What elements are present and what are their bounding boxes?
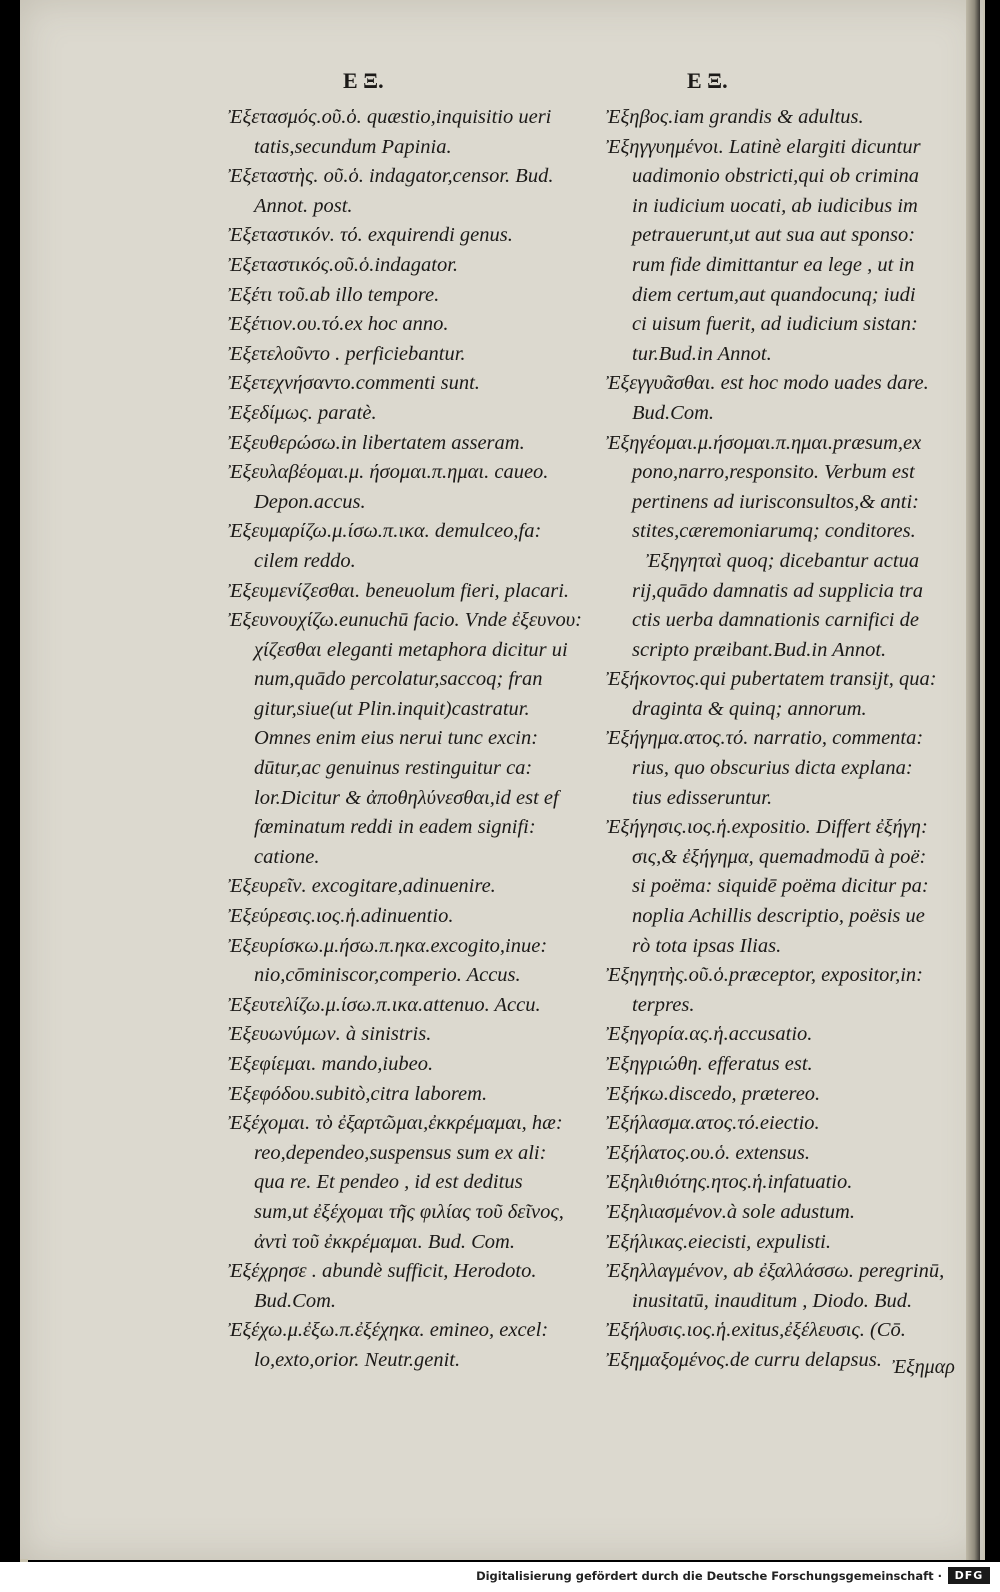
- entry-headword-line: Ἐξευμενίζεσθαι. beneuolum fieri, placari.: [228, 579, 570, 602]
- entry-headword-line: Ἐξέτιον.ου.τό.ex hoc anno.: [228, 313, 449, 336]
- dfg-logo: DFG: [948, 1567, 990, 1584]
- entry-headword-line: Ἐξηγητὴς.οῦ.ὁ.præceptor, expositor,in:: [606, 964, 923, 987]
- entry-headword-line: Ἐξέχω.μ.ἐξω.π.ἐξέχηκα. emineo, excel:: [228, 1319, 549, 1342]
- dictionary-entry: [228, 991, 582, 1021]
- entry-headword-line: Ἐξήλασμα.ατος.τό.eiectio.: [606, 1112, 820, 1135]
- dictionary-entry: [606, 1316, 944, 1346]
- entry-headword-line: Ἐξευτελίζω.μ.ίσω.π.ικα.attenuo. Accu.: [228, 993, 541, 1016]
- dictionary-entry: [228, 932, 582, 991]
- dictionary-entry: [228, 1020, 582, 1050]
- entry-continuation-line: rò tota ipsas Ilias.: [632, 934, 782, 957]
- dictionary-entry: [228, 517, 582, 576]
- entry-headword-line: Ἐξευρίσκω.μ.ήσω.π.ηκα.excogito,inue:: [228, 934, 548, 957]
- dictionary-entry: [228, 429, 582, 459]
- entry-continuation-line: diem certum,aut quandocunq; iudi: [632, 283, 916, 306]
- entry-continuation-line: terpres.: [632, 993, 695, 1016]
- entry-continuation-line: nio,cōminiscor,comperio. Accus.: [254, 964, 521, 987]
- entry-headword-line: Ἐξευλαβέομαι.μ. ήσομαι.π.ημαι. caueo.: [228, 461, 549, 484]
- dictionary-entry: [228, 221, 582, 251]
- dictionary-entry: [228, 1257, 582, 1316]
- entry-continuation-line: rum fide dimittantur ea lege , ut in: [632, 253, 915, 276]
- dictionary-entry: [606, 1080, 944, 1110]
- left-column-header: E Ξ.: [343, 68, 384, 93]
- page-edge-shadow: [966, 0, 980, 1560]
- dictionary-entry: [228, 281, 582, 311]
- entry-headword-line: Ἐξευνουχίζω.eunuchū facio. Vnde ἐξευνου:: [228, 609, 582, 632]
- footer-credit: Digitalisierung gefördert durch die Deutsche Forschungsgemeinschaft ·: [476, 1569, 942, 1583]
- entry-headword-line: Ἐξεύρεσις.ιος.ἡ.adinuentio.: [228, 905, 454, 928]
- entry-continuation-line: cilem reddo.: [254, 549, 356, 572]
- dictionary-entry: [228, 902, 582, 932]
- dictionary-entry: [228, 872, 582, 902]
- dictionary-entry: [228, 1080, 582, 1110]
- entry-headword-line: Ἐξήκοντος.qui pubertatem transijt, qua:: [606, 668, 937, 691]
- left-column: [228, 103, 582, 1376]
- dictionary-entry: [606, 724, 944, 813]
- dictionary-entry: [228, 103, 582, 162]
- entry-continuation-line: catione.: [254, 845, 320, 868]
- entry-headword-line: Ἐξήκω.discedo, prætereo.: [606, 1082, 821, 1105]
- dictionary-entry: [228, 606, 582, 872]
- entry-headword-line: Ἐξευωνύμων. à sinistris.: [228, 1023, 432, 1046]
- entry-continuation-line: lor.Dicitur & ἀποθηλύνεσθαι,id est ef: [254, 786, 559, 809]
- right-column: [606, 103, 944, 1376]
- entry-continuation-line: scripto præibant.Bud.in Annot.: [632, 638, 887, 661]
- dictionary-entry: [228, 577, 582, 607]
- dictionary-entry: [228, 1050, 582, 1080]
- entry-headword-line: Ἐξεταστὴς. οῦ.ὁ. indagator,censor. Bud.: [228, 165, 554, 188]
- footer-bar: [0, 1562, 1000, 1592]
- dictionary-entry: [606, 429, 944, 547]
- entry-headword-line: Ἐξεφόδου.subitò,citra laborem.: [228, 1082, 488, 1105]
- entry-continuation-line: fœminatum reddi in eadem signifi:: [254, 816, 536, 839]
- entry-headword-line: Ἐξηλιθιότης.ητος.ἡ.infatuatio.: [606, 1171, 853, 1194]
- right-column-header: E Ξ.: [687, 68, 728, 93]
- entry-headword-line: Ἐξευθερώσω.in libertatem asseram.: [228, 431, 525, 454]
- catchword: Ἐξημαρ: [892, 1356, 955, 1378]
- entry-headword-line: Ἐξετασμός.οῦ.ὁ. quæstio,inquisitio ueri: [228, 106, 552, 128]
- dictionary-entry: [606, 1168, 944, 1198]
- entry-continuation-line: inusitatū, inauditum , Diodo. Bud.: [632, 1289, 913, 1312]
- entry-headword-line: Ἐξέτι τοῦ.ab illo tempore.: [228, 283, 440, 306]
- dictionary-entry: [606, 1228, 944, 1258]
- entry-continuation-line: tatis,secundum Papinia.: [254, 135, 452, 158]
- dictionary-entry: [228, 369, 582, 399]
- dictionary-entry: [606, 813, 944, 961]
- entry-continuation-line: rius, quo obscurius dicta explana:: [632, 757, 913, 780]
- entry-continuation-line: pertinens ad iurisconsultos,& anti:: [632, 490, 919, 513]
- entry-headword-line: Ἐξηγγυημένοι. Latinè elargiti dicuntur: [606, 135, 921, 158]
- dictionary-entry: [606, 1198, 944, 1228]
- entry-continuation-line: dūtur,ac genuinus restinguitur ca:: [254, 757, 533, 780]
- entry-headword-line: Ἐξεταστικόν. τό. exquirendi genus.: [228, 224, 513, 247]
- entry-continuation-line: draginta & quinq; annorum.: [632, 697, 867, 720]
- entry-continuation-line: num,quādo percolatur,saccoq; fran: [254, 668, 543, 691]
- dictionary-entry: [606, 1050, 944, 1080]
- dictionary-entry: [606, 133, 944, 370]
- dictionary-entry: [228, 251, 582, 281]
- entry-continuation-line: Omnes enim eius nerui tunc excin:: [254, 727, 539, 750]
- entry-continuation-line: pono,narro,responsito. Verbum est: [632, 461, 915, 484]
- entry-continuation-line: Depon.accus.: [254, 490, 366, 513]
- entry-headword-line: Ἐξηβος.iam grandis & adultus.: [606, 106, 864, 128]
- entry-headword-line: Ἐξηγορία.ας.ἡ.accusatio.: [606, 1023, 813, 1046]
- entry-headword-line: Ἐξηλλαγμένον, ab ἐξαλλάσσω. peregrinū,: [606, 1260, 945, 1283]
- entry-headword-line: Ἐξέχρησε . abundè sufficit, Herodoto.: [228, 1260, 537, 1283]
- entry-continuation-line: Annot. post.: [254, 194, 353, 217]
- entry-continuation-line: gitur,siue(ut Plin.inquit)castratur.: [254, 697, 530, 720]
- entry-continuation-line: χίζεσθαι eleganti metaphora dicitur ui: [254, 638, 568, 661]
- dictionary-entry: [228, 162, 582, 221]
- entry-headword-line: Ἐξετεχνήσαντο.commenti sunt.: [228, 372, 480, 395]
- entry-headword-line: Ἐξήλατος.ου.ὁ. extensus.: [606, 1141, 810, 1164]
- entry-headword-line: Ἐξήλικας.eiecisti, expulisti.: [606, 1230, 831, 1253]
- entry-headword-line: Ἐξηγηταὶ quoq; dicebantur actua: [646, 549, 920, 572]
- dictionary-entry: [606, 665, 944, 724]
- entry-headword-line: Ἐξηλιασμένον.à sole adustum.: [606, 1200, 855, 1223]
- dictionary-entry: [606, 1139, 944, 1169]
- entry-continuation-line: si poëma: siquidē poëma dicitur pa:: [632, 875, 929, 898]
- entry-continuation-line: ci uisum fuerit, ad iudicium sistan:: [632, 313, 918, 336]
- dictionary-entry: [228, 310, 582, 340]
- entry-continuation-line: in iudicium uocati, ab iudicibus im: [632, 194, 918, 217]
- entry-headword-line: Ἐξεταστικός.οῦ.ὁ.indagator.: [228, 253, 459, 276]
- entry-continuation-line: lo,exto,orior. Neutr.genit.: [254, 1348, 461, 1371]
- dictionary-entry: [228, 458, 582, 517]
- dictionary-entry: [606, 103, 944, 133]
- entry-headword-line: Ἐξηγριώθη. efferatus est.: [606, 1053, 813, 1075]
- entry-continuation-line: sum,ut ἐξέχομαι τῆς φιλίας τοῦ δεῖνος,: [254, 1200, 564, 1223]
- entry-continuation-line: rij,quādo damnatis ad supplicia tra: [632, 579, 924, 602]
- entry-headword-line: Ἐξήλυσις.ιος.ἡ.exitus,ἐξέλευσις. (Cō.: [606, 1319, 906, 1342]
- entry-headword-line: Ἐξευμαρίζω.μ.ίσω.π.ικα. demulceo,fa:: [228, 520, 542, 543]
- entry-headword-line: Ἐξέχομαι. τὸ ἐξαρτῶμαι,ἐκκρέμαμαι, hæ:: [228, 1112, 563, 1135]
- dictionary-entry: [228, 340, 582, 370]
- entry-headword-line: Ἐξεδίμως. paratè.: [228, 401, 377, 424]
- entry-continuation-line: Bud.Com.: [254, 1289, 336, 1312]
- entry-continuation-line: petrauerunt,ut aut sua aut sponso:: [632, 224, 916, 247]
- entry-continuation-line: tur.Bud.in Annot.: [632, 342, 772, 365]
- entry-continuation-line: noplia Achillis descriptio, poësis ue: [632, 905, 925, 928]
- entry-continuation-line: σις,& ἐξήγημα, quemadmodū à poë:: [632, 845, 927, 868]
- entry-continuation-line: Bud.Com.: [632, 401, 714, 424]
- entry-headword-line: Ἐξεφίεμαι. mando,iubeo.: [228, 1053, 434, 1075]
- entry-headword-line: Ἐξημαξομένος.de curru delapsus.: [606, 1348, 882, 1371]
- entry-continuation-line: ἀντὶ τοῦ ἐκκρέμαμαι. Bud. Com.: [254, 1230, 515, 1253]
- dictionary-entry: [228, 399, 582, 429]
- entry-continuation-line: tius edisseruntur.: [632, 786, 773, 809]
- dictionary-entry: [606, 961, 944, 1020]
- entry-continuation-line: uadimonio obstricti,qui ob crimina: [632, 165, 919, 188]
- book-page: [20, 0, 985, 1560]
- entry-continuation-line: qua re. Et pendeo , id est deditus: [254, 1171, 523, 1194]
- entry-headword-line: Ἐξήγησις.ιος.ἡ.expositio. Differt ἐξήγη:: [606, 816, 928, 839]
- entry-continuation-line: stites,cæremoniarumq; conditores.: [632, 520, 916, 543]
- entry-headword-line: Ἐξετελοῦντο . perficiebantur.: [228, 342, 466, 365]
- entry-headword-line: Ἐξήγημα.ατος.τό. narratio, commenta:: [606, 727, 924, 750]
- entry-continuation-line: reo,dependeo,suspensus sum ex ali:: [254, 1141, 547, 1164]
- entry-headword-line: Ἐξευρεῖν. excogitare,adinuenire.: [228, 875, 496, 898]
- dictionary-entry: [606, 1257, 944, 1316]
- dictionary-entry: [606, 369, 944, 428]
- dictionary-entry: [606, 1020, 944, 1050]
- entry-continuation-line: ctis uerba damnationis carnifici de: [632, 609, 919, 632]
- dictionary-entry: [606, 1109, 944, 1139]
- dictionary-entry: [606, 547, 944, 665]
- entry-headword-line: Ἐξηγέομαι.μ.ήσομαι.π.ημαι.præsum,ex: [606, 431, 922, 454]
- dictionary-entry: [228, 1109, 582, 1257]
- dictionary-entry: [228, 1316, 582, 1375]
- entry-headword-line: Ἐξεγγυᾶσθαι. est hoc modo uades dare.: [606, 372, 929, 395]
